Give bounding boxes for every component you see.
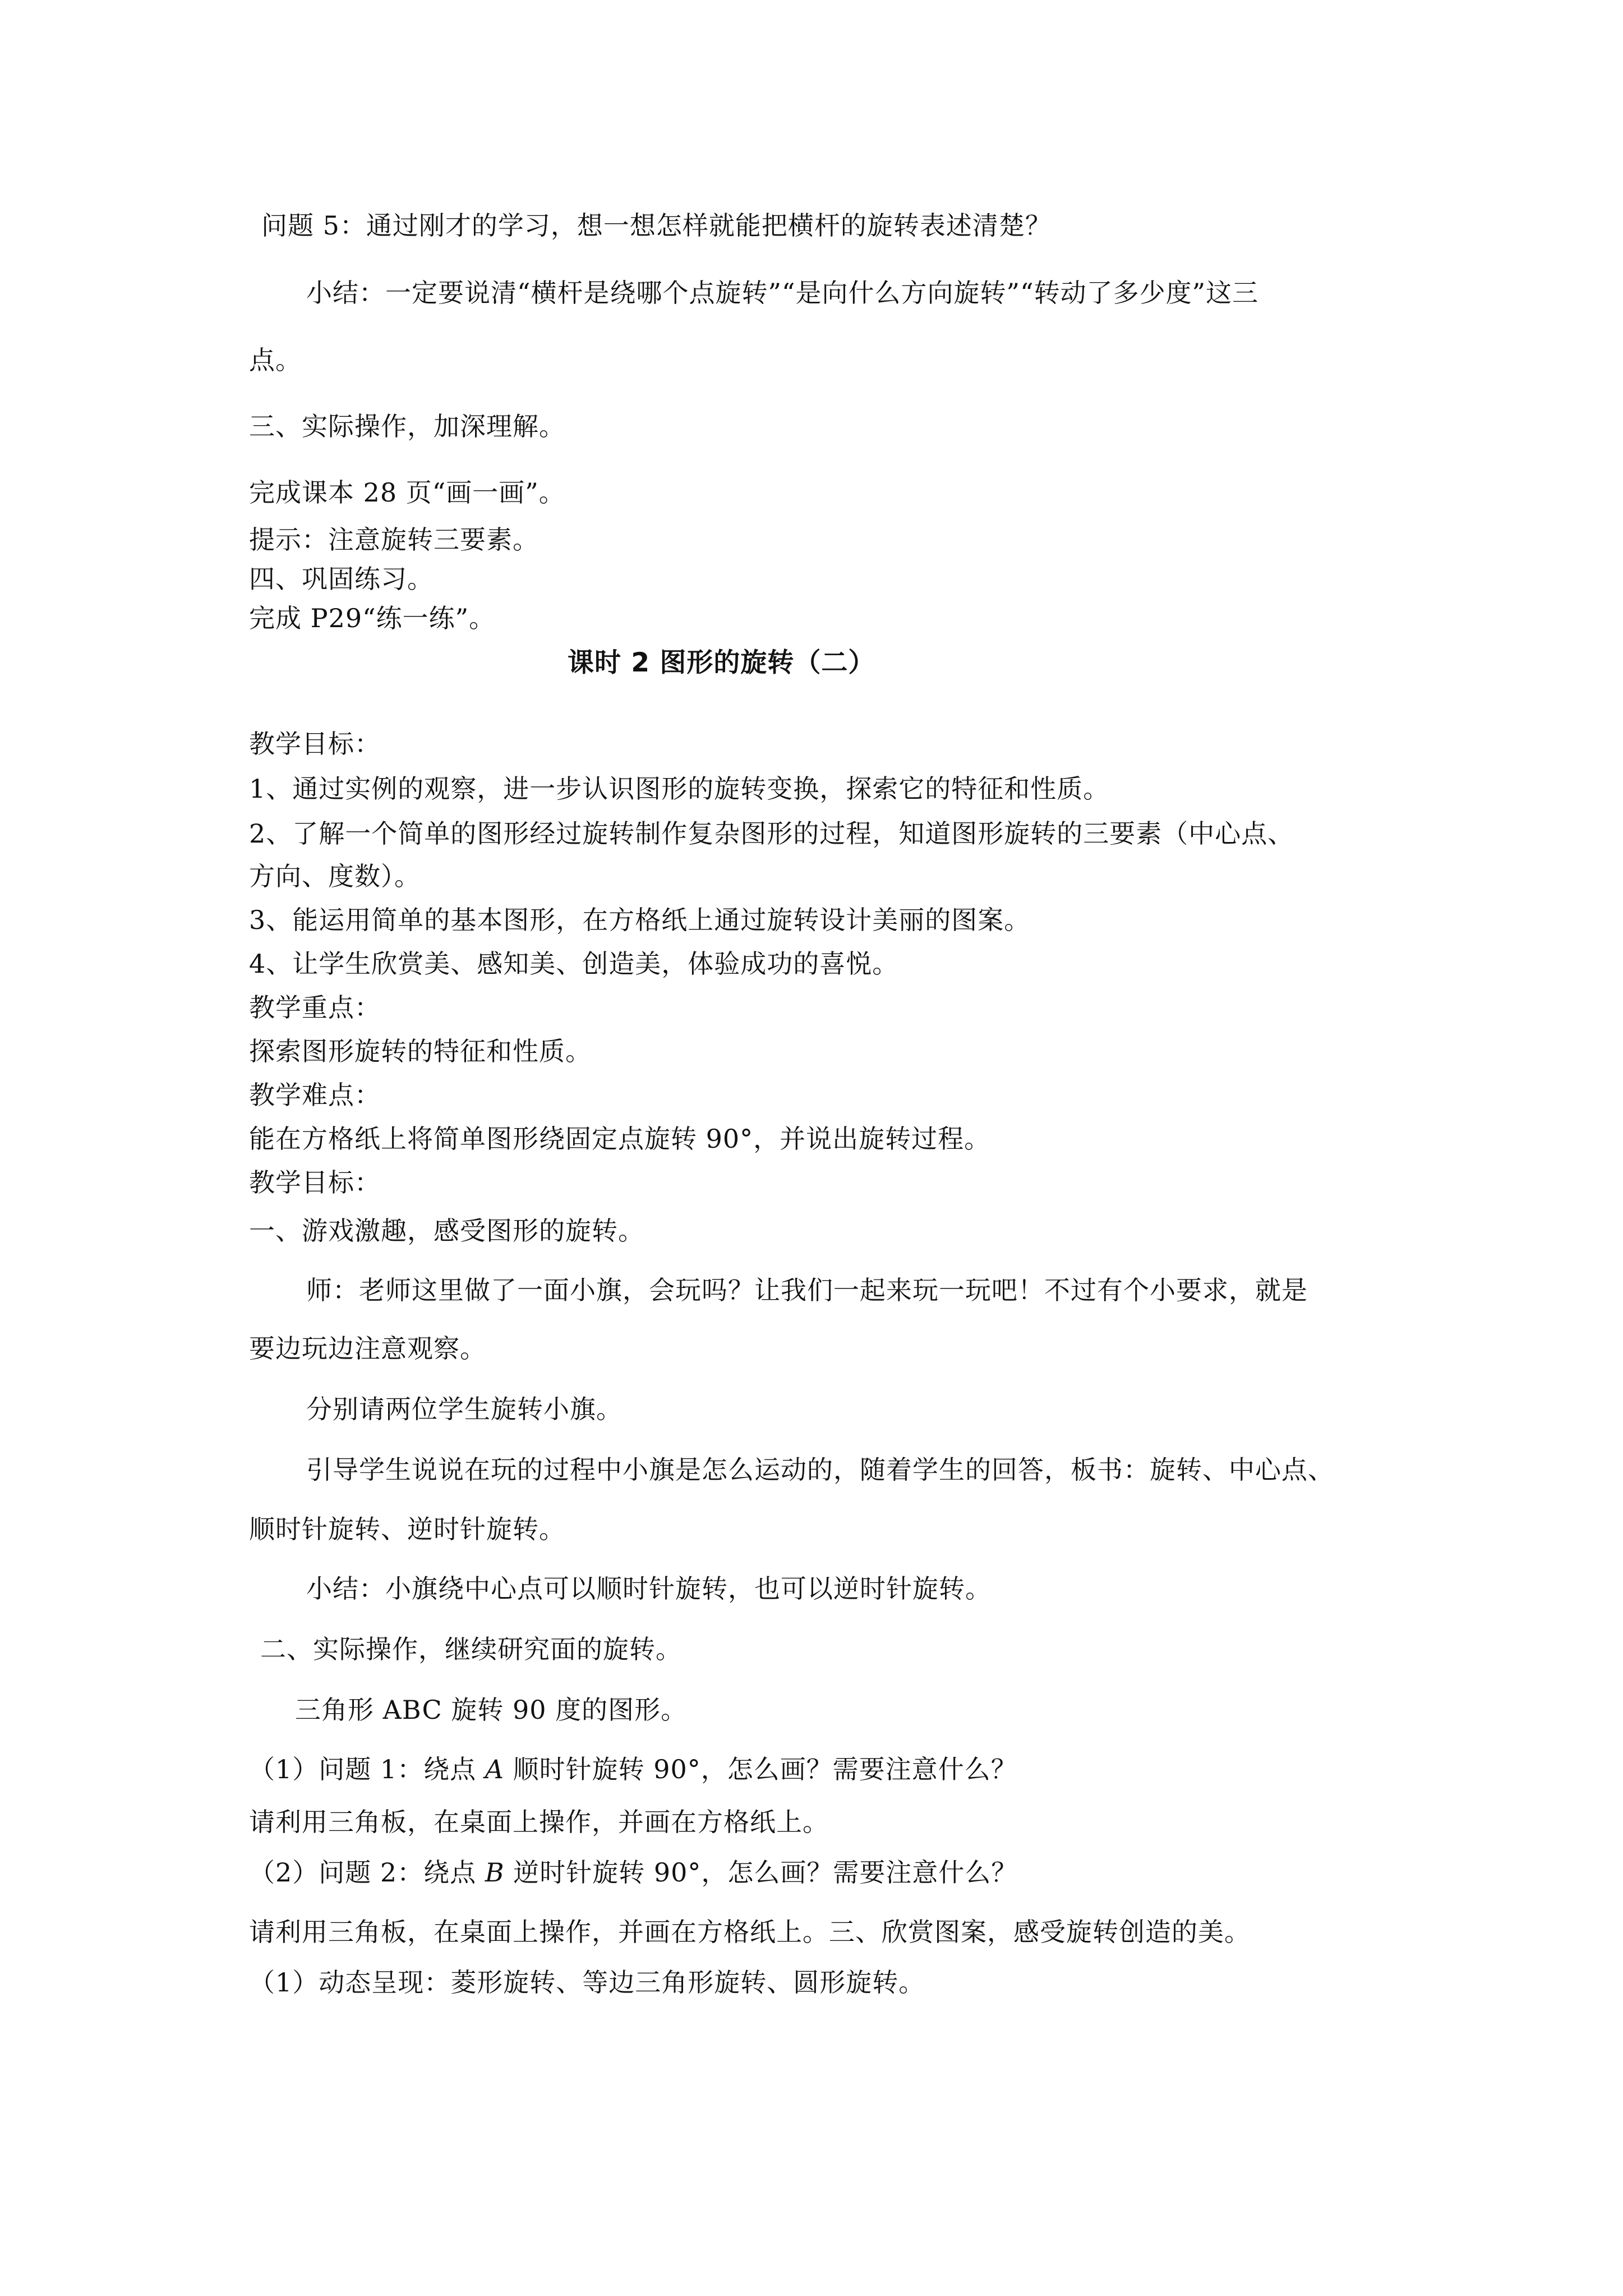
summary-1-line-1: 小结：一定要说清“横杆是绕哪个点旋转”“是向什么方向旋转”“转动了多少度”这三 (306, 278, 1259, 308)
key-points-text: 探索图形旋转的特征和性质。 (249, 1036, 592, 1066)
summary-1-line-2: 点。 (249, 345, 302, 375)
question-2 (249, 1856, 1017, 1889)
teacher-line-1: 师：老师这里做了一面小旗，会玩吗？让我们一起来玩一玩吧！不过有个小要求，就是 (306, 1275, 1308, 1305)
goal-4: 4、让学生欣赏美、感知美、创造美，体验成功的喜悦。 (249, 949, 899, 979)
summary-2: 小结：小旗绕中心点可以顺时针旋转，也可以逆时针旋转。 (306, 1573, 992, 1604)
goal-2-line-1: 2、了解一个简单的图形经过旋转制作复杂图形的过程，知道图形旋转的三要素（中心点、 (249, 818, 1294, 849)
part-1-heading: 一、游戏激趣，感受图形的旋转。 (249, 1216, 644, 1246)
textbook-page-28: 完成课本 28 页“画一画”。 (249, 477, 565, 508)
point-a-variable: A (485, 1754, 505, 1784)
guide-line-1: 引导学生说说在玩的过程中小旗是怎么运动的，随着学生的回答，板书：旋转、中心点、 (306, 1455, 1334, 1485)
section-4-heading: 四、巩固练习。 (249, 564, 434, 594)
part-2-heading: 二、实际操作，继续研究面的旋转。 (260, 1634, 682, 1664)
use-triangle-ruler-1: 请利用三角板，在桌面上操作，并画在方格纸上。 (249, 1807, 829, 1837)
question-1-prefix: （1）问题 1：绕点 (249, 1754, 485, 1784)
question-1-suffix: 顺时针旋转 90°，怎么画？需要注意什么？ (504, 1754, 1017, 1784)
teaching-goals-heading: 教学目标： (249, 729, 381, 759)
question-1 (249, 1752, 1017, 1786)
question-5: 问题 5：通过刚才的学习，想一想怎样就能把横杆的旋转表述清楚？ (261, 210, 1052, 241)
triangle-abc: 三角形 ABC 旋转 90 度的图形。 (295, 1695, 688, 1725)
key-points-heading: 教学重点： (249, 992, 381, 1023)
goal-1: 1、通过实例的观察，进一步认识图形的旋转变换，探索它的特征和性质。 (249, 774, 1110, 804)
hint: 提示：注意旋转三要素。 (249, 524, 539, 555)
lesson-title: 课时 2 图形的旋转（二） (568, 647, 875, 678)
teaching-goals-heading-2: 教学目标： (249, 1167, 381, 1198)
two-students: 分别请两位学生旋转小旗。 (306, 1394, 623, 1424)
point-b-variable: B (485, 1857, 505, 1888)
difficulty-text: 能在方格纸上将简单图形绕固定点旋转 90°，并说出旋转过程。 (249, 1124, 991, 1154)
question-2-prefix: （2）问题 2：绕点 (249, 1857, 485, 1888)
guide-line-2: 顺时针旋转、逆时针旋转。 (249, 1514, 565, 1544)
dynamic-presentation: （1）动态呈现：菱形旋转、等边三角形旋转、圆形旋转。 (249, 1967, 925, 1998)
section-3-heading: 三、实际操作，加深理解。 (249, 411, 565, 441)
textbook-p29: 完成 P29“练一练”。 (249, 603, 496, 633)
use-triangle-ruler-2: 请利用三角板，在桌面上操作，并画在方格纸上。三、欣赏图案，感受旋转创造的美。 (249, 1917, 1251, 1947)
question-2-suffix: 逆时针旋转 90°，怎么画？需要注意什么？ (504, 1857, 1018, 1888)
difficulty-heading: 教学难点： (249, 1080, 381, 1110)
goal-2-line-2: 方向、度数）。 (249, 861, 421, 891)
teacher-line-2: 要边玩边注意观察。 (249, 1333, 486, 1364)
goal-3: 3、能运用简单的基本图形，在方格纸上通过旋转设计美丽的图案。 (249, 905, 1031, 935)
